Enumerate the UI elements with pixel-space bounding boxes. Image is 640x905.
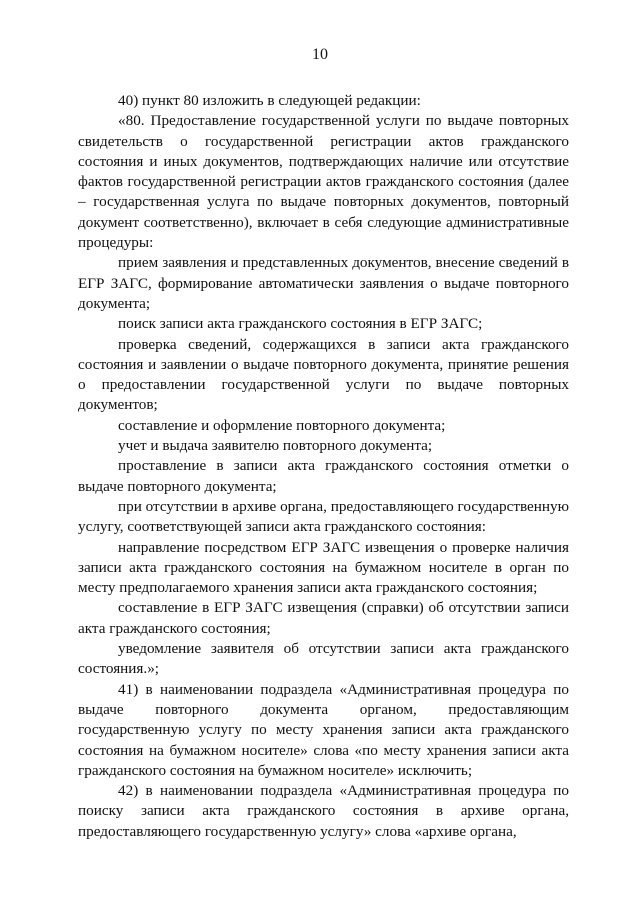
document-body	[78, 91, 569, 842]
paragraph-40-intro: 40) пункт 80 изложить в следующей редакции:	[118, 92, 421, 109]
paragraph-procedure-9: составление в ЕГР ЗАГС извещения (справки) об отсутствии записи акта гражданского состояния;	[78, 599, 569, 637]
paragraph-41: 41) в наименовании подраздела «Административная процедура по выдаче повторного документа органом, предоставляющим государственную услугу по месту хранения записи акта гражданского состояния на бумажном носителе» слова «по месту хранения записи акта гражданского состояния на бумажном носителе» исключить;	[78, 680, 569, 779]
paragraph-procedure-4: составление и оформление повторного документа;	[118, 416, 446, 434]
paragraph-procedure-5: учет и выдача заявителю повторного документа;	[118, 437, 433, 455]
paragraph-procedure-10: уведомление заявителя об отсутствии записи акта гражданского состояния.»;	[78, 640, 569, 678]
paragraph-procedure-2: поиск записи акта гражданского состояния в ЕГР ЗАГС;	[118, 315, 483, 333]
paragraph-80-text: «80. Предоставление государственной услуги по выдаче повторных свидетельств о государственной регистрации актов гражданского состояния и иных документов, подтверждающих наличие или отсутствие фактов государственной регистрации актов гражданского состояния (далее – государственная услуга по выдаче повторных документов, повторный документ соответственно), включает в себя следующие административные процедуры:	[78, 112, 569, 252]
paragraph-procedure-7: при отсутствии в архиве органа, предоставляющего государственную услугу, соответствующей записи акта гражданского состояния:	[78, 497, 569, 536]
paragraph-procedure-3: проверка сведений, содержащихся в записи акта гражданского состояния и заявлении о выдаче повторного документа, принятие решения о предоставлении государственной услуги по выдаче повторных документов;	[78, 335, 569, 414]
paragraph-42: 42) в наименовании подраздела «Административная процедура по поиску записи акта гражданского состояния в архиве органа, предоставляющего государственную услугу» слова «архиве органа,	[78, 782, 569, 840]
paragraph-procedure-6: проставление в записи акта гражданского состояния отметки о выдаче повторного документа;	[78, 457, 569, 495]
paragraph-procedure-8: направление посредством ЕГР ЗАГС извещения о проверке наличия записи акта гражданского состояния на бумажном носителе в орган по месту предполагаемого хранения записи акта гражданского состояния;	[78, 538, 569, 597]
page-number: 10	[312, 46, 328, 63]
paragraph-procedure-1: прием заявления и представленных документов, внесение сведений в ЕГР ЗАГС, формирование автоматически заявления о выдаче повторного документа;	[78, 254, 569, 312]
